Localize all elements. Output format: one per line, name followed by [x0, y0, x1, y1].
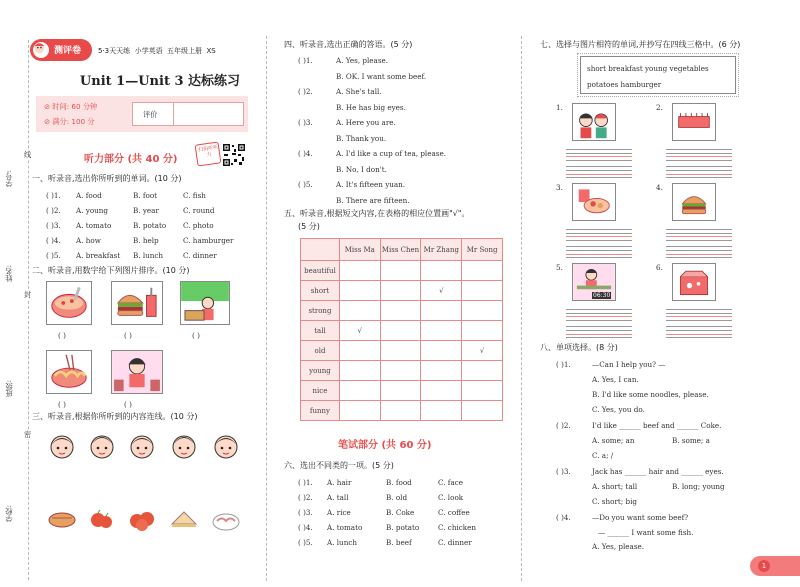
q4-item-1-option-a: A. Yes, please.: [336, 56, 389, 65]
table-cell[interactable]: [421, 341, 462, 361]
word-box: [580, 56, 736, 94]
margin-seal2-label: 密: [24, 430, 32, 439]
writing-line[interactable]: [666, 326, 732, 327]
word-box-line1: short breakfast young vegetables: [587, 64, 709, 73]
table-cell[interactable]: [421, 361, 462, 381]
q6-row-5-option-b: B. beef: [386, 538, 412, 547]
q4-item-4-option-b: B. No, I don't.: [336, 165, 387, 174]
scan-text: 扫码听听力: [197, 144, 219, 159]
food-picture-5: [210, 502, 242, 534]
writing-line[interactable]: [666, 330, 732, 331]
writing-line[interactable]: [666, 316, 732, 317]
q8-title: 八、单项选择。(8 分): [540, 343, 618, 352]
writing-line[interactable]: [566, 246, 632, 247]
margin-line-label: 线: [24, 150, 32, 159]
q7-number-5: 5.: [556, 263, 563, 272]
writing-line[interactable]: [666, 174, 732, 175]
q8-item-2-option-c: C. a; /: [592, 451, 614, 460]
q3-title: 三、听录音,根据你所听到的内容连线。(10 分): [32, 412, 198, 421]
writing-line[interactable]: [566, 174, 632, 175]
q8-item-4-option-a: A. Yes, please.: [592, 542, 645, 551]
q1-row-5-option-a: A. breakfast: [76, 251, 121, 260]
table-cell[interactable]: [421, 321, 462, 341]
writing-line[interactable]: [666, 170, 732, 171]
writing-line[interactable]: [566, 233, 632, 234]
q8-item-4-number[interactable]: ( )4.: [556, 513, 571, 522]
face-picture-3: [126, 428, 158, 462]
grade: 五年级上册: [167, 47, 203, 55]
q8-item-2-option-b: B. some; a: [672, 436, 710, 445]
q8-item-3-option-c: C. short; big: [592, 497, 637, 506]
writing-line[interactable]: [566, 177, 632, 178]
q4-item-5-number[interactable]: ( )5.: [298, 180, 313, 189]
q8-item-2-question: I'd like ______ beef and ______ Coke.: [592, 421, 722, 430]
face-picture-4: [168, 428, 200, 462]
q6-row-3-option-c: C. coffee: [438, 508, 470, 517]
table-cell[interactable]: [339, 381, 380, 401]
info-box: [36, 96, 248, 132]
q6-row-4-option-c: C. chicken: [438, 523, 477, 532]
writing-line[interactable]: [666, 337, 732, 338]
table-cell[interactable]: [462, 301, 503, 321]
table-cell[interactable]: [339, 401, 380, 421]
q6-row-5-option-c: C. dinner: [438, 538, 472, 547]
face-picture-1: [46, 428, 78, 462]
writing-line[interactable]: [666, 250, 732, 251]
q6-row-2-option-a: A. tall: [327, 493, 349, 502]
writing-line[interactable]: [666, 246, 732, 247]
noodles-picture: [46, 350, 92, 394]
q4-item-1-number[interactable]: ( )1.: [298, 56, 313, 65]
table-row-header: short: [301, 281, 340, 301]
writing-line[interactable]: [566, 330, 632, 331]
writing-line[interactable]: [666, 153, 732, 154]
writing-line[interactable]: [666, 156, 732, 157]
q6-row-3-option-a: A. rice: [327, 508, 351, 517]
writing-line[interactable]: [566, 229, 632, 230]
table-cell[interactable]: √: [462, 341, 503, 361]
table-cell[interactable]: [380, 261, 421, 281]
face-picture-5: [210, 428, 242, 462]
q8-item-2-option-a: A. some; an: [592, 436, 635, 445]
writing-line[interactable]: [666, 257, 732, 258]
table-cell[interactable]: [421, 381, 462, 401]
q4-item-3-option-b: B. Thank you.: [336, 134, 387, 143]
table-row-header: beautiful: [301, 261, 340, 281]
table-row-header: tall: [301, 321, 340, 341]
q7-picture-3: [572, 183, 616, 221]
writing-line[interactable]: [666, 334, 732, 335]
table-cell[interactable]: [421, 261, 462, 281]
writing-line[interactable]: [566, 250, 632, 251]
q1-row-3-option-c: C. photo: [183, 221, 214, 230]
name-label: 姓名:: [4, 265, 13, 282]
q2-title: 二、听录音,用数字给下列图片排序。(10 分): [32, 266, 190, 275]
q1-row-5-number[interactable]: ( )5.: [46, 251, 61, 260]
table-col-header: Mr Zhang: [421, 239, 462, 261]
margin-seal-label: 封: [24, 290, 32, 299]
eval-label: 评价: [143, 110, 158, 119]
badge-text: 测评卷: [54, 46, 82, 56]
q4-item-1-option-b: B. OK. I want some beef.: [336, 72, 427, 81]
q6-row-2-option-c: C. look: [438, 493, 464, 502]
page-number: 1: [758, 560, 770, 572]
table-cell[interactable]: √: [421, 281, 462, 301]
table-cell[interactable]: [421, 401, 462, 421]
q4-title: 四、听录音,选出正确的答语。(5 分): [284, 40, 413, 49]
school-label: 学校:: [4, 505, 13, 522]
q6-row-3-option-b: B. Coke: [386, 508, 415, 517]
table-cell[interactable]: [380, 341, 421, 361]
qr-code[interactable]: [222, 143, 246, 167]
q1-row-4-number[interactable]: ( )4.: [46, 236, 61, 245]
q4-item-3-option-a: A. Here you are.: [336, 118, 396, 127]
eval-box: [132, 102, 244, 126]
table-col-header: Miss Ma: [339, 239, 380, 261]
q2-blank-2[interactable]: ( ): [124, 331, 132, 340]
q8-item-4-question: —Do you want some beef?: [592, 513, 689, 522]
writing-line[interactable]: [566, 149, 632, 150]
q8-item-1-question: —Can I help you? —: [592, 360, 666, 369]
q2-blank-1[interactable]: ( ): [58, 331, 66, 340]
table-row-header: nice: [301, 381, 340, 401]
table-row-header: strong: [301, 301, 340, 321]
writing-line[interactable]: [566, 337, 632, 338]
table-row-header: old: [301, 341, 340, 361]
q7-number-6: 6.: [656, 263, 663, 272]
subject: 小学英语: [134, 47, 163, 55]
table-cell[interactable]: [380, 321, 421, 341]
writing-line[interactable]: [666, 177, 732, 178]
q6-row-3-number[interactable]: ( )3.: [298, 508, 313, 517]
q1-row-3-number[interactable]: ( )3.: [46, 221, 61, 230]
writing-line[interactable]: [566, 160, 632, 161]
time-label: ⊘ 时间: 60 分钟: [44, 102, 98, 111]
writing-line[interactable]: [666, 240, 732, 241]
q4-item-4-option-a: A. I'd like a cup of tea, please.: [336, 149, 446, 158]
q4-item-2-option-b: B. He has big eyes.: [336, 103, 406, 112]
q4-item-4-number[interactable]: ( )4.: [298, 149, 313, 158]
class-label: 班级:: [4, 380, 13, 397]
q8-item-3-number[interactable]: ( )3.: [556, 467, 571, 476]
q7-title: 七、选择与图片相符的单词,并抄写在四线三格中。(6 分): [540, 40, 741, 49]
q6-row-4-option-a: A. tomato: [327, 523, 363, 532]
q1-row-1-option-b: B. foot: [133, 191, 158, 200]
table-cell[interactable]: [339, 361, 380, 381]
q8-item-1-option-b: B. I'd like some noodles, please.: [592, 390, 709, 399]
writing-line[interactable]: [666, 149, 732, 150]
table-cell[interactable]: [462, 321, 503, 341]
writing-line[interactable]: [666, 233, 732, 234]
writing-line[interactable]: [566, 153, 632, 154]
q1-row-4-option-c: C. hamburger: [183, 236, 234, 245]
q7-picture-4: [672, 183, 716, 221]
q7-picture-1: [572, 103, 616, 141]
q4-item-2-number[interactable]: ( )2.: [298, 87, 313, 96]
writing-line[interactable]: [566, 309, 632, 310]
q4-item-3-number[interactable]: ( )3.: [298, 118, 313, 127]
writing-line[interactable]: [666, 320, 732, 321]
table-cell[interactable]: [462, 261, 503, 281]
q6-row-1-option-a: A. hair: [327, 478, 352, 487]
q2-blank-4[interactable]: ( ): [58, 400, 66, 409]
writing-line[interactable]: [666, 160, 732, 161]
written-title: 笔试部分 (共 60 分): [338, 440, 432, 451]
table-cell[interactable]: [462, 401, 503, 421]
q1-row-3-option-b: B. potato: [133, 221, 167, 230]
q1-row-2-option-c: C. round: [183, 206, 215, 215]
q8-item-1-option-a: A. Yes, I can.: [592, 375, 639, 384]
q8-item-3-question: Jack has ______ hair and ______ eyes.: [592, 467, 724, 476]
food-picture-1: [46, 502, 78, 534]
table-cell[interactable]: [339, 341, 380, 361]
q8-item-4-question-line2: — ______ I want some fish.: [598, 528, 694, 537]
face-picture-2: [86, 428, 118, 462]
q7-picture-2: [672, 103, 716, 141]
q6-row-4-option-b: B. potato: [386, 523, 420, 532]
q6-row-1-option-c: C. face: [438, 478, 464, 487]
q6-row-1-option-b: B. food: [386, 478, 412, 487]
table-cell[interactable]: [339, 281, 380, 301]
q6-row-4-number[interactable]: ( )4.: [298, 523, 313, 532]
q1-row-4-option-a: A. how: [76, 236, 101, 245]
q2-blank-3[interactable]: ( ): [192, 331, 200, 340]
table-col-header: Miss Chen: [380, 239, 421, 261]
writing-line[interactable]: [666, 236, 732, 237]
writing-line[interactable]: [566, 313, 632, 314]
q7-number-1: 1.: [556, 103, 563, 112]
q8-item-3-option-b: B. long; young: [672, 482, 725, 491]
writing-line[interactable]: [566, 240, 632, 241]
table-col-header: Mr Song: [462, 239, 503, 261]
page-title: Unit 1—Unit 3 达标练习: [79, 74, 241, 89]
writing-line[interactable]: [566, 334, 632, 335]
table-cell[interactable]: [380, 401, 421, 421]
table-row-header: funny: [301, 401, 340, 421]
q6-row-1-number[interactable]: ( )1.: [298, 478, 313, 487]
badge: [30, 39, 92, 61]
table-cell[interactable]: [380, 281, 421, 301]
word-box-line2: potatoes hamburger: [587, 80, 662, 89]
q7-number-2: 2.: [656, 103, 663, 112]
q6-row-5-option-a: A. lunch: [327, 538, 357, 547]
q1-row-5-option-b: B. lunch: [133, 251, 164, 260]
writing-line[interactable]: [666, 313, 732, 314]
q1-row-4-option-b: B. help: [133, 236, 159, 245]
food-picture-2: [86, 502, 118, 534]
table-cell[interactable]: [339, 261, 380, 281]
q6-title: 六、选出不同类的一项。(5 分): [284, 461, 394, 470]
q8-item-3-option-a: A. short; tall: [592, 482, 638, 491]
q1-row-2-option-b: B. year: [133, 206, 159, 215]
q1-row-1-option-a: A. food: [76, 191, 102, 200]
q4-item-5-option-a: A. It's fifteen yuan.: [336, 180, 406, 189]
q1-row-1-number[interactable]: ( )1.: [46, 191, 61, 200]
food-picture-3: [126, 502, 158, 534]
clock-readout: 06:30: [593, 292, 611, 299]
q4-item-5-option-b: B. There are fifteen.: [336, 196, 410, 205]
food-picture-4: [168, 502, 200, 534]
q6-row-2-option-b: B. old: [386, 493, 408, 502]
mascot-icon: [31, 40, 51, 60]
table-cell[interactable]: √: [339, 321, 380, 341]
table-cell[interactable]: [421, 301, 462, 321]
writing-line[interactable]: [666, 254, 732, 255]
page-corner-tab: [750, 556, 800, 576]
q7-number-4: 4.: [656, 183, 663, 192]
q8-item-2-number[interactable]: ( )2.: [556, 421, 571, 430]
student-no-label: 学号:: [4, 170, 13, 187]
q2-blank-5[interactable]: ( ): [124, 400, 132, 409]
writing-line[interactable]: [666, 309, 732, 310]
score-label: ⊘ 满分: 100 分: [44, 117, 95, 126]
header-meta: [98, 46, 216, 56]
writing-line[interactable]: [566, 257, 632, 258]
q1-row-2-number[interactable]: ( )2.: [46, 206, 61, 215]
writing-line[interactable]: [666, 166, 732, 167]
q8-item-1-option-c: C. Yes, you do.: [592, 405, 645, 414]
writing-line[interactable]: [566, 166, 632, 167]
writing-line[interactable]: [566, 326, 632, 327]
table-cell[interactable]: [339, 301, 380, 321]
q7-picture-6: [672, 263, 716, 301]
q1-row-5-option-c: C. dinner: [183, 251, 217, 260]
burger-picture: [111, 281, 163, 325]
table-row-header: young: [301, 361, 340, 381]
table-cell[interactable]: [462, 281, 503, 301]
girl-picture: [111, 350, 163, 394]
q1-row-3-option-a: A. tomato: [76, 221, 112, 230]
series: 5·3天天练: [98, 47, 131, 55]
table-cell[interactable]: [462, 361, 503, 381]
listening-title: 听力部分 (共 40 分): [84, 154, 178, 165]
q1-row-1-option-c: C. fish: [183, 191, 206, 200]
q8-item-1-number[interactable]: ( )1.: [556, 360, 571, 369]
writing-line[interactable]: [566, 156, 632, 157]
q5-table: [300, 238, 503, 421]
q1-row-2-option-a: A. young: [76, 206, 109, 215]
table-corner: [301, 239, 340, 261]
writing-line[interactable]: [566, 236, 632, 237]
writing-line[interactable]: [566, 316, 632, 317]
writing-line[interactable]: [566, 320, 632, 321]
writing-line[interactable]: [666, 229, 732, 230]
table-cell[interactable]: [380, 361, 421, 381]
q5-score: (5 分): [298, 222, 320, 231]
q5-title: 五、听录音,根据短文内容,在表格的相应位置画"√"。: [284, 209, 470, 218]
teacher-picture: [180, 281, 230, 325]
q6-row-2-number[interactable]: ( )2.: [298, 493, 313, 502]
table-cell[interactable]: [462, 381, 503, 401]
q6-row-5-number[interactable]: ( )5.: [298, 538, 313, 547]
soup-picture: [46, 281, 92, 325]
writing-line[interactable]: [566, 254, 632, 255]
scan-stamp: [195, 141, 222, 166]
q7-number-3: 3.: [556, 183, 563, 192]
writing-line[interactable]: [566, 170, 632, 171]
q4-item-2-option-a: A. She's tall.: [336, 87, 382, 96]
q1-title: 一、听录音,选出你所听到的单词。(10 分): [32, 174, 182, 183]
table-cell[interactable]: [380, 301, 421, 321]
edition: XS: [206, 47, 216, 55]
table-cell[interactable]: [380, 381, 421, 401]
